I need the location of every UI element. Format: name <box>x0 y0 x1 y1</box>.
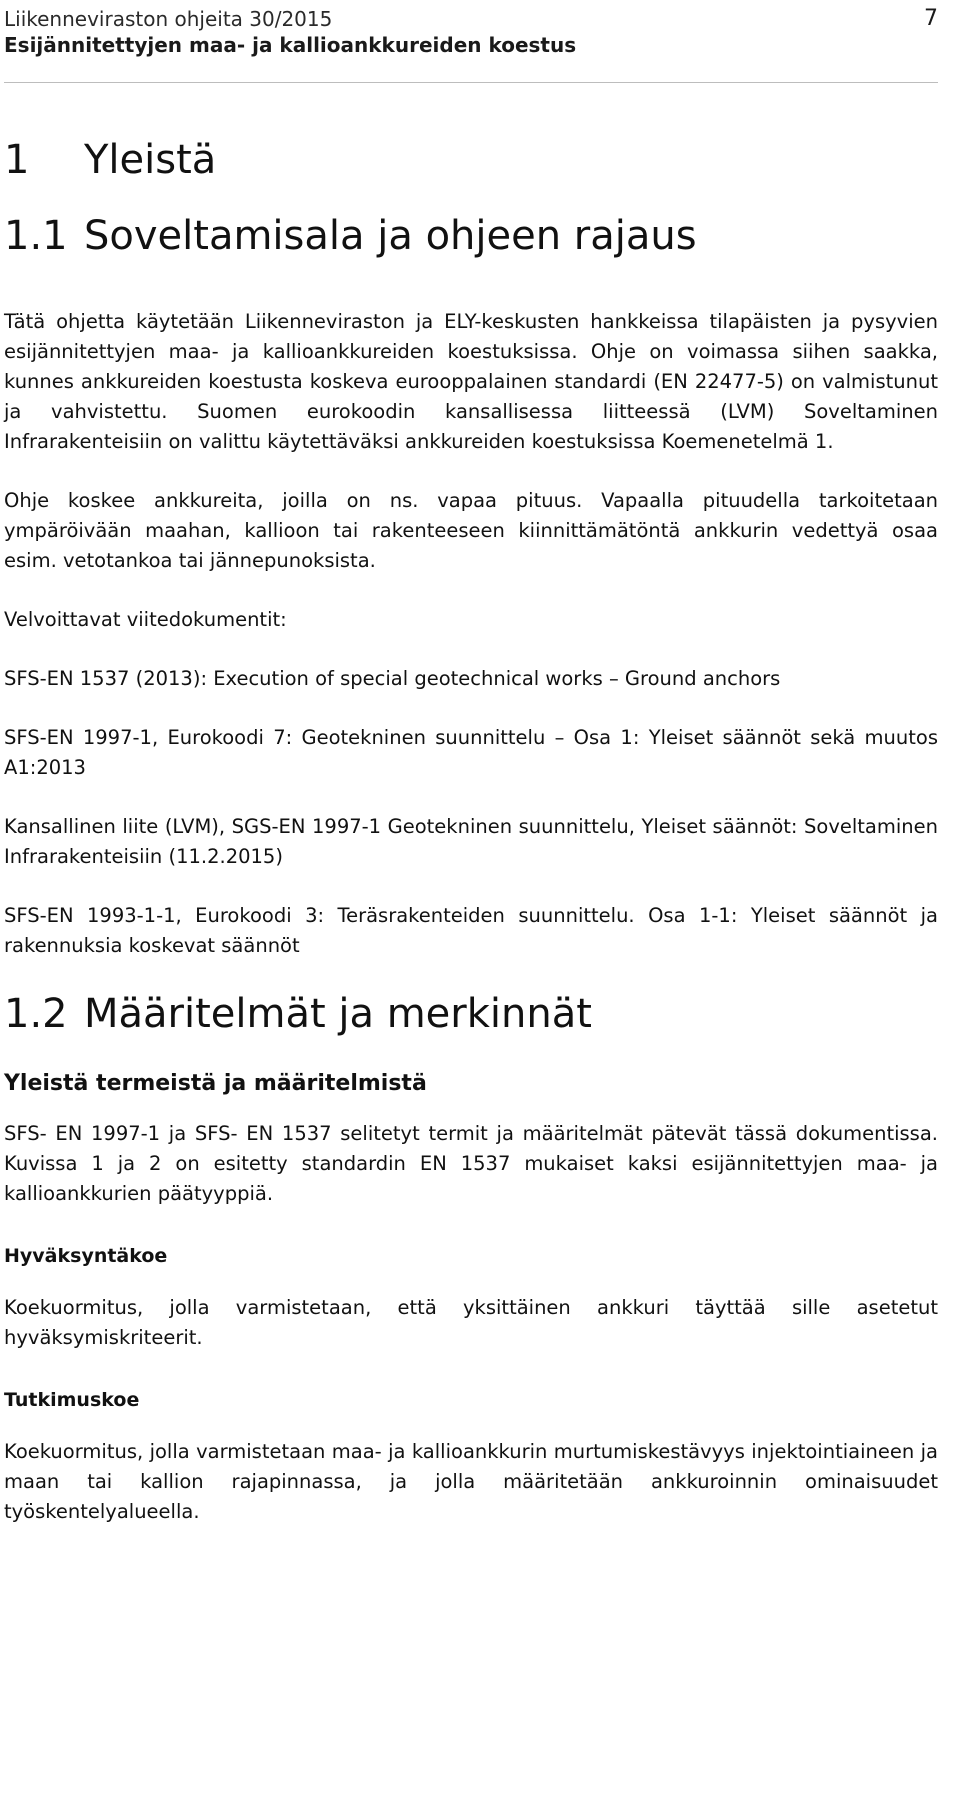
term-heading: Hyväksyntäkoe <box>4 1245 168 1267</box>
reference-item: SFS-EN 1993-1-1, Eurokoodi 3: Teräsrakenteiden suunnittelu. Osa 1-1: Yleiset säännöt ja rakennuksia koskevat säännöt <box>4 904 938 957</box>
references-label: Velvoittavat viitedokumentit: <box>4 608 287 631</box>
publication-series: Liikenneviraston ohjeita 30/2015 <box>4 7 333 31</box>
scope-paragraph: Tätä ohjetta käytetään Liikenneviraston ja ELY-keskusten hankkeissa tilapäisten ja pysyvien esijännitettyjen maa- ja kallioankkureiden koestuksissa. Ohje on voimassa siihen saakka, kunnes ankkureiden koestusta koskeva eurooppalainen standardi (EN 22477-5) on valmistunut ja vahvistettu. Suomen eurokoodin kansallisessa liitteessä (LVM) Soveltaminen Infrarakenteisiin on valittu käytettäväksi ankkureiden koestuksissa Koemenetelmä 1. <box>4 310 938 453</box>
chapter-number: 1 <box>4 137 30 183</box>
reference-item: Kansallinen liite (LVM), SGS-EN 1997-1 Geotekninen suunnittelu, Yleiset säännöt: Soveltaminen Infrarakenteisiin (11.2.2015) <box>4 815 938 868</box>
section-title: Määritelmät ja merkinnät <box>84 991 592 1037</box>
section-heading-1-1 <box>4 213 938 259</box>
reference-item: SFS-EN 1537 (2013): Execution of special geotechnical works – Ground anchors <box>4 667 781 690</box>
section-number: 1.1 <box>4 213 68 259</box>
definitions-intro: SFS- EN 1997-1 ja SFS- EN 1537 selitetyt termit ja määritelmät pätevät tässä dokumentissa. Kuvissa 1 ja 2 on esitetty standardin EN 1537 mukaiset kaksi esijännitettyjen maa- ja kallioankkurien päätyyppiä. <box>4 1122 938 1205</box>
free-length-paragraph: Ohje koskee ankkureita, joilla on ns. vapaa pituus. Vapaalla pituudella tarkoitetaan ympäröivään maahan, kallioon tai rakenteeseen kiinnittämätöntä ankkurin vedettyä osaa esim. vetotankoa tai jännepunoksista. <box>4 489 938 572</box>
section-heading-1-2 <box>4 991 938 1037</box>
subheading: Yleistä termeistä ja määritelmistä <box>4 1071 427 1096</box>
page-number: 7 <box>924 6 938 31</box>
running-header <box>4 0 938 83</box>
term-definition: Koekuormitus, jolla varmistetaan, että yksittäinen ankkuri täyttää sille asetetut hyväksymiskriteerit. <box>4 1296 938 1349</box>
document-title: Esijännitettyjen maa- ja kallioankkureiden koestus <box>4 33 577 57</box>
section-number: 1.2 <box>4 991 68 1037</box>
chapter-heading <box>4 137 938 183</box>
section-title: Soveltamisala ja ohjeen rajaus <box>84 213 697 259</box>
term-definition: Koekuormitus, jolla varmistetaan maa- ja kallioankkurin murtumiskestävyys injektointiaineen ja maan tai kallion rajapinnassa, ja jolla määritetään ankkuroinnin ominaisuudet työskentelyalueella. <box>4 1440 938 1523</box>
reference-item: SFS-EN 1997-1, Eurokoodi 7: Geotekninen suunnittelu – Osa 1: Yleiset säännöt sekä muutos A1:2013 <box>4 726 938 779</box>
term-heading: Tutkimuskoe <box>4 1389 140 1411</box>
chapter-title: Yleistä <box>84 137 217 183</box>
